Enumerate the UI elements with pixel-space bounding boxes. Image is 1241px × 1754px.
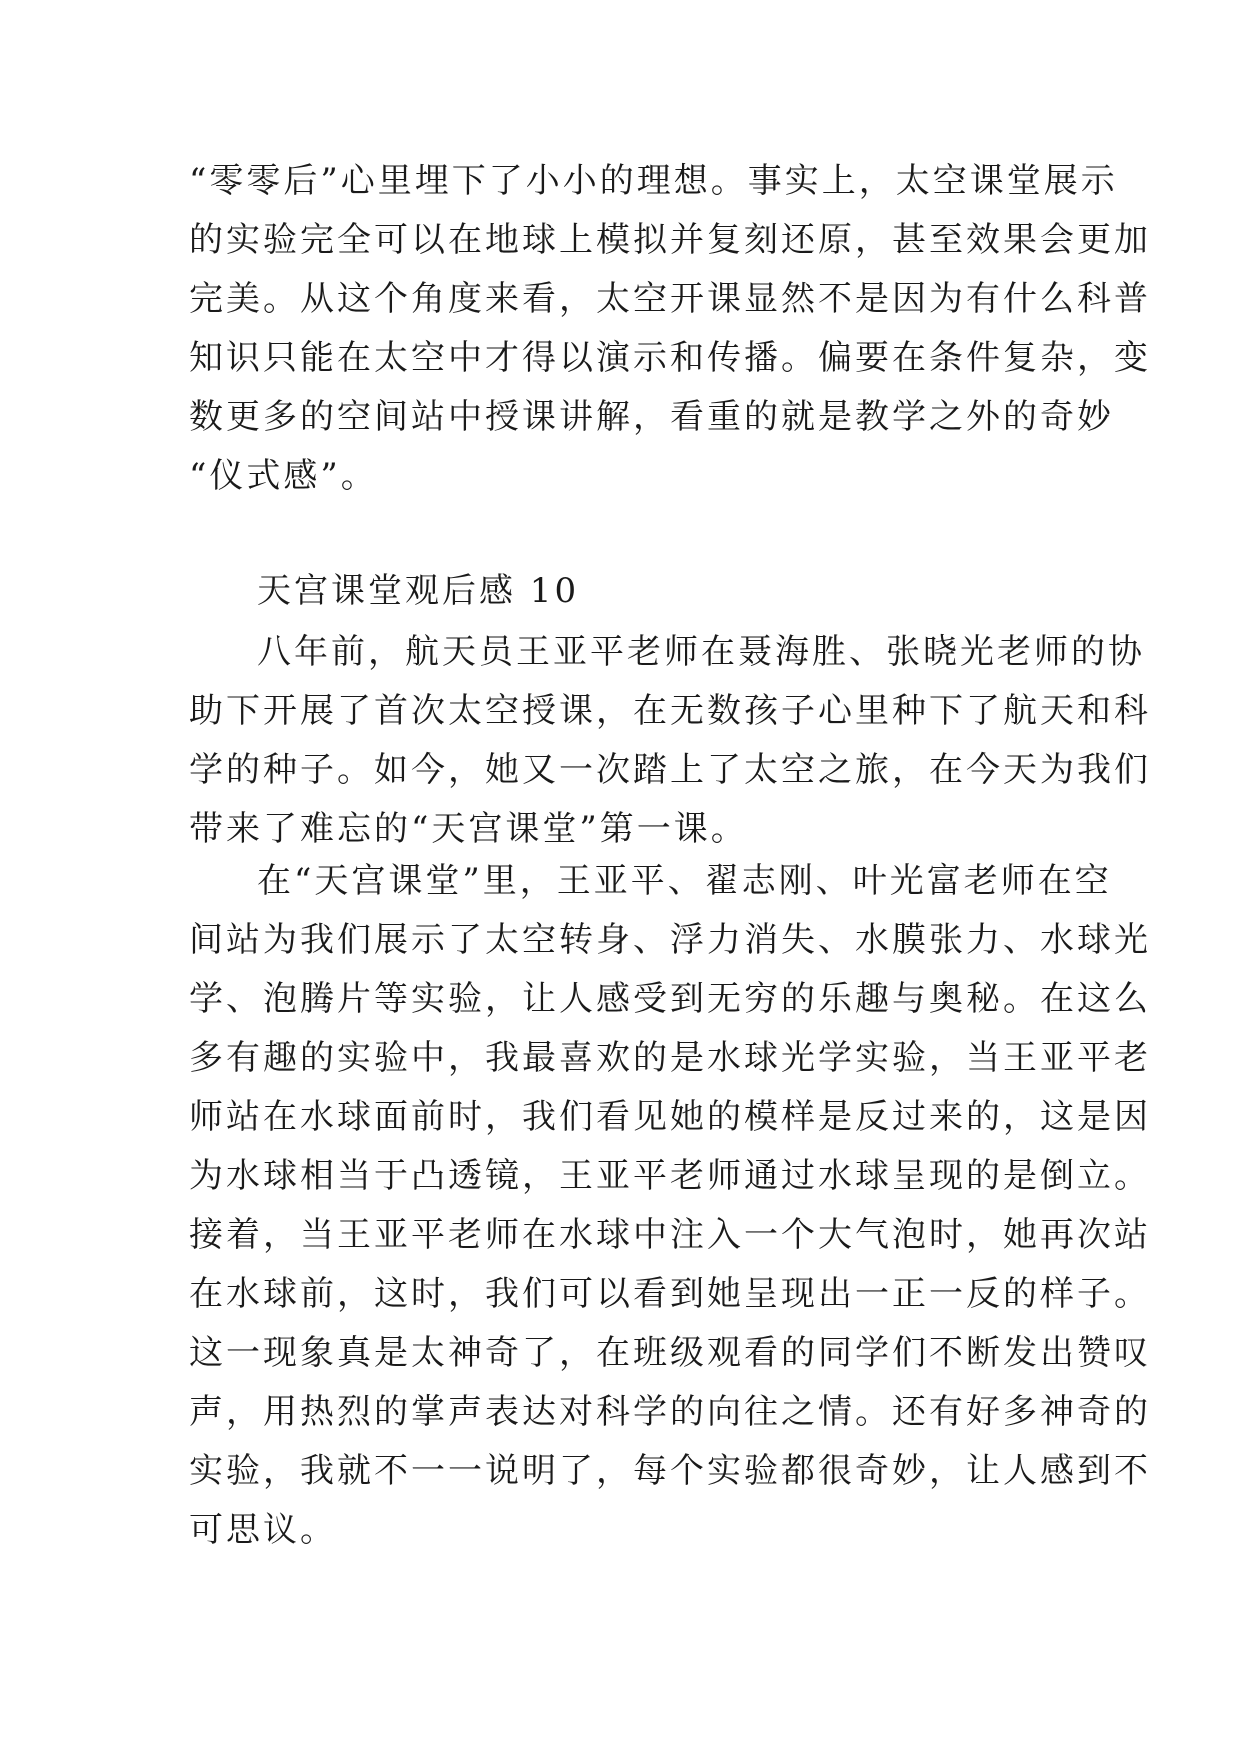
text-line: 的实验完全可以在地球上模拟并复刻还原，甚至效果会更加 — [189, 220, 1151, 260]
text-line: 在水球前，这时，我们可以看到她呈现出一正一反的样子。 — [189, 1274, 1151, 1314]
text-line: 间站为我们展示了太空转身、浮力消失、水膜张力、水球光 — [189, 920, 1151, 960]
text-line: 实验，我就不一一说明了，每个实验都很奇妙，让人感到不 — [189, 1451, 1151, 1491]
text-line: 知识只能在太空中才得以演示和传播。偏要在条件复杂，变 — [189, 338, 1151, 378]
text-line: 学、泡腾片等实验，让人感受到无穷的乐趣与奥秘。在这么 — [189, 979, 1151, 1019]
text-line: 数更多的空间站中授课讲解，看重的就是教学之外的奇妙 — [189, 397, 1114, 437]
text-line: 带来了难忘的“天宫课堂”第一课。 — [189, 809, 748, 849]
text-line: 接着，当王亚平老师在水球中注入一个大气泡时，她再次站 — [189, 1215, 1151, 1255]
intro-paragraph — [189, 152, 1151, 506]
text-line: 可思议。 — [189, 1510, 337, 1550]
text-line: 这一现象真是太神奇了，在班级观看的同学们不断发出赞叹 — [189, 1333, 1151, 1373]
text-line: 师站在水球面前时，我们看见她的模样是反过来的，这是因 — [189, 1097, 1151, 1137]
paragraph-2 — [189, 852, 1151, 1560]
text-line: “仪式感”。 — [189, 456, 378, 496]
text-line: “零零后”心里埋下了小小的理想。事实上，太空课堂展示 — [189, 161, 1118, 201]
text-line: 八年前，航天员王亚平老师在聂海胜、张晓光老师的协 — [257, 632, 1145, 672]
section-heading: 天宫课堂观后感 10 — [257, 571, 580, 611]
text-line: 在“天宫课堂”里，王亚平、翟志刚、叶光富老师在空 — [257, 861, 1112, 901]
text-line: 声，用热烈的掌声表达对科学的向往之情。还有好多神奇的 — [189, 1392, 1151, 1432]
paragraph-1 — [189, 623, 1151, 859]
text-line: 多有趣的实验中，我最喜欢的是水球光学实验，当王亚平老 — [189, 1038, 1151, 1078]
text-line: 学的种子。如今，她又一次踏上了太空之旅，在今天为我们 — [189, 750, 1151, 790]
text-line: 完美。从这个角度来看，太空开课显然不是因为有什么科普 — [189, 279, 1151, 319]
section-heading-block — [189, 562, 1051, 621]
text-line: 为水球相当于凸透镜，王亚平老师通过水球呈现的是倒立。 — [189, 1156, 1151, 1196]
text-line: 助下开展了首次太空授课，在无数孩子心里种下了航天和科 — [189, 691, 1151, 731]
